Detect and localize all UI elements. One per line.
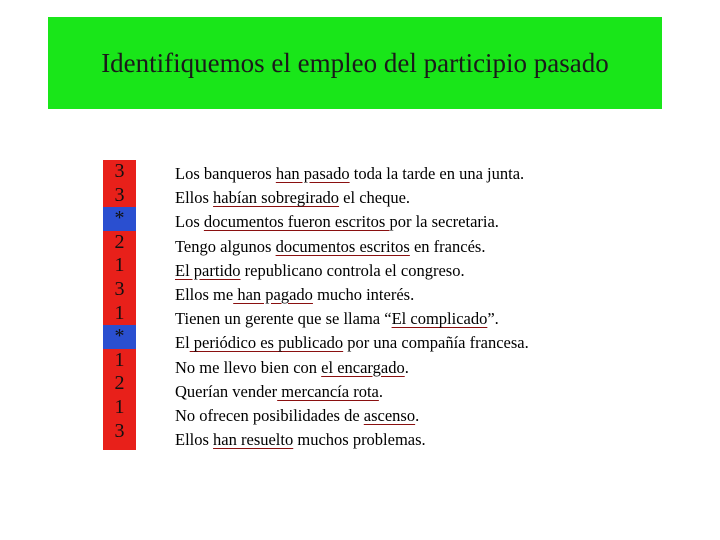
code-cell: 1: [103, 349, 136, 373]
code-cell: 2: [103, 231, 136, 255]
sentence-text: en francés.: [409, 236, 486, 256]
participle-phrase: El partido: [175, 260, 241, 280]
sentence-item: [175, 210, 695, 234]
sentence-item: [175, 331, 695, 355]
sentence-text: Tengo algunos: [175, 236, 276, 256]
sentence-item: [175, 428, 695, 452]
sentence-text: No me llevo bien con: [175, 357, 322, 377]
participle-phrase: documentos fueron escritos: [203, 212, 390, 232]
sentence-item: [175, 186, 695, 210]
code-cell: *: [103, 325, 136, 349]
participle-phrase: han pasado: [275, 164, 350, 183]
code-cell: 1: [103, 396, 136, 420]
code-cell: 2: [103, 372, 136, 396]
participle-phrase: periódico es publicado: [189, 333, 344, 353]
sentence-text: Ellos: [175, 430, 214, 450]
code-cell: 1: [103, 302, 136, 326]
sentence-text: .: [404, 357, 409, 377]
sentence-item: [175, 404, 695, 428]
sentence-item: [175, 283, 695, 307]
participle-phrase: mercancía rota: [277, 381, 379, 401]
sentence-text: Querían vender: [175, 381, 278, 401]
sentence-item: [175, 356, 695, 380]
sentence-text: el cheque.: [339, 188, 411, 208]
code-cell: 3: [103, 278, 136, 302]
sentence-text: por una compañía francesa.: [343, 333, 529, 353]
participle-phrase: habían sobregirado: [213, 188, 340, 208]
sentence-item: [175, 162, 695, 186]
code-cell: 1: [103, 254, 136, 278]
sentence-text: Ellos me: [175, 284, 234, 304]
code-cell: *: [103, 207, 136, 231]
sentence-text: .: [378, 381, 383, 401]
sentence-text: .: [415, 405, 420, 425]
participle-phrase: documentos escritos: [275, 236, 410, 256]
code-cell: 3: [103, 184, 136, 208]
participle-phrase: ascenso: [363, 405, 416, 425]
sentence-text: El: [175, 333, 190, 353]
answer-code-column: [103, 160, 136, 450]
sentence-text: Los banqueros: [175, 164, 276, 183]
sentence-text: Los: [175, 212, 204, 232]
sentence-text: mucho interés.: [312, 284, 415, 304]
sentence-text: ”.: [487, 309, 499, 329]
sentence-text: No ofrecen posibilidades de: [175, 405, 364, 425]
sentence-text: muchos problemas.: [293, 430, 426, 450]
sentence-list: [175, 162, 695, 452]
page-title: Identifiquemos el empleo del participio pasado: [101, 47, 609, 78]
code-cell: 3: [103, 420, 136, 444]
sentence-text: Tienen un gerente que se llama “: [175, 309, 392, 329]
sentence-text: Ellos: [175, 188, 214, 208]
sentence-item: [175, 380, 695, 404]
participle-phrase: El complicado: [391, 309, 488, 329]
sentence-text: toda la tarde en una junta.: [349, 164, 525, 183]
sentence-item: [175, 259, 695, 283]
participle-phrase: han pagado: [233, 284, 313, 304]
sentence-text: por la secretaria.: [389, 212, 499, 232]
participle-phrase: han resuelto: [213, 430, 294, 450]
sentence-text: republicano controla el congreso.: [240, 260, 465, 280]
participle-phrase: el encargado: [321, 357, 405, 377]
sentence-item: [175, 307, 695, 331]
title-banner: [48, 17, 662, 109]
sentence-item: [175, 235, 695, 259]
code-cell: 3: [103, 160, 136, 184]
